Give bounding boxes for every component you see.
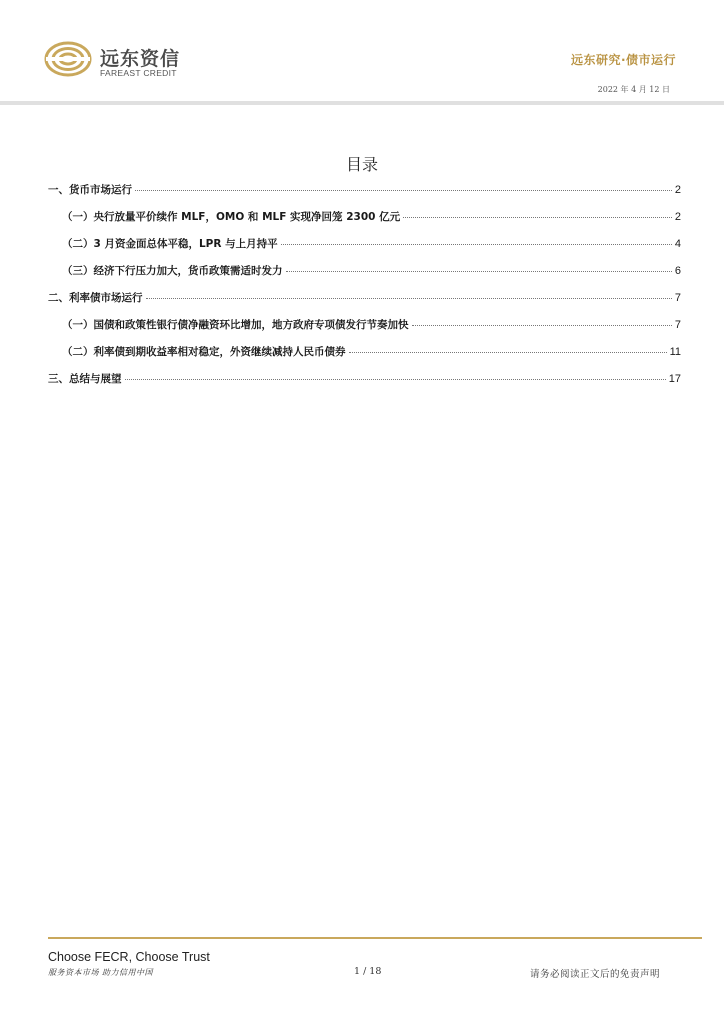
brand-name-en: FAREAST CREDIT (100, 68, 177, 78)
toc-entry-page: 6 (674, 265, 681, 277)
toc-leader-dots (125, 379, 666, 380)
toc-leader-dots (403, 217, 672, 218)
toc-entry-label: （一）央行放量平价续作 MLF，OMO 和 MLF 实现净回笼 2300 亿元 (62, 211, 401, 223)
toc-entry-page: 17 (668, 373, 681, 385)
toc-entry-page: 4 (674, 238, 681, 250)
footer-slogan-en: Choose FECR, Choose Trust (48, 950, 210, 964)
page-number: 1 / 18 (354, 966, 382, 977)
toc-leader-dots (349, 352, 667, 353)
fareast-credit-logo-icon (44, 40, 92, 78)
toc-entry[interactable] (48, 344, 681, 371)
toc-entry[interactable] (48, 290, 681, 317)
toc-leader-dots (412, 325, 672, 326)
toc-leader-dots (135, 190, 672, 191)
brand-name-cn: 远东资信 (100, 48, 181, 70)
toc-leader-dots (286, 271, 672, 272)
footer-slogan-cn: 服务资本市场 助力信用中国 (48, 968, 154, 977)
toc-entry[interactable] (48, 263, 681, 290)
toc-entry-label: （一）国债和政策性银行债净融资环比增加，地方政府专项债发行节奏加快 (62, 319, 409, 331)
header-divider (0, 101, 724, 105)
toc-entry-label: 一、货币市场运行 (48, 184, 132, 196)
toc-entry-page: 7 (674, 319, 681, 331)
toc-entry-label: 二、利率债市场运行 (48, 292, 143, 304)
toc-entry-page: 2 (674, 184, 681, 196)
toc-entry-label: 三、总结与展望 (48, 373, 122, 385)
toc-leader-dots (146, 298, 672, 299)
table-of-contents (48, 182, 681, 398)
report-date: 2022 年 4 月 12 日 (597, 85, 670, 94)
toc-entry-page: 11 (669, 346, 681, 358)
toc-entry-page: 7 (674, 292, 681, 304)
toc-entry-label: （三）经济下行压力加大，货币政策需适时发力 (62, 265, 283, 277)
toc-leader-dots (281, 244, 672, 245)
toc-entry[interactable] (48, 317, 681, 344)
disclaimer-note: 请务必阅读正文后的免责声明 (529, 969, 660, 980)
footer-divider (48, 937, 702, 939)
toc-entry[interactable] (48, 236, 681, 263)
toc-entry[interactable] (48, 182, 681, 209)
toc-entry[interactable] (48, 209, 681, 236)
report-series: 远东研究·债市运行 (570, 53, 676, 67)
toc-entry-page: 2 (674, 211, 681, 223)
toc-entry[interactable] (48, 371, 681, 398)
page-header (0, 0, 724, 110)
toc-title: 目录 (345, 155, 378, 174)
toc-entry-label: （二）3 月资金面总体平稳，LPR 与上月持平 (62, 238, 278, 250)
toc-entry-label: （二）利率债到期收益率相对稳定，外资继续减持人民币债券 (62, 346, 346, 358)
